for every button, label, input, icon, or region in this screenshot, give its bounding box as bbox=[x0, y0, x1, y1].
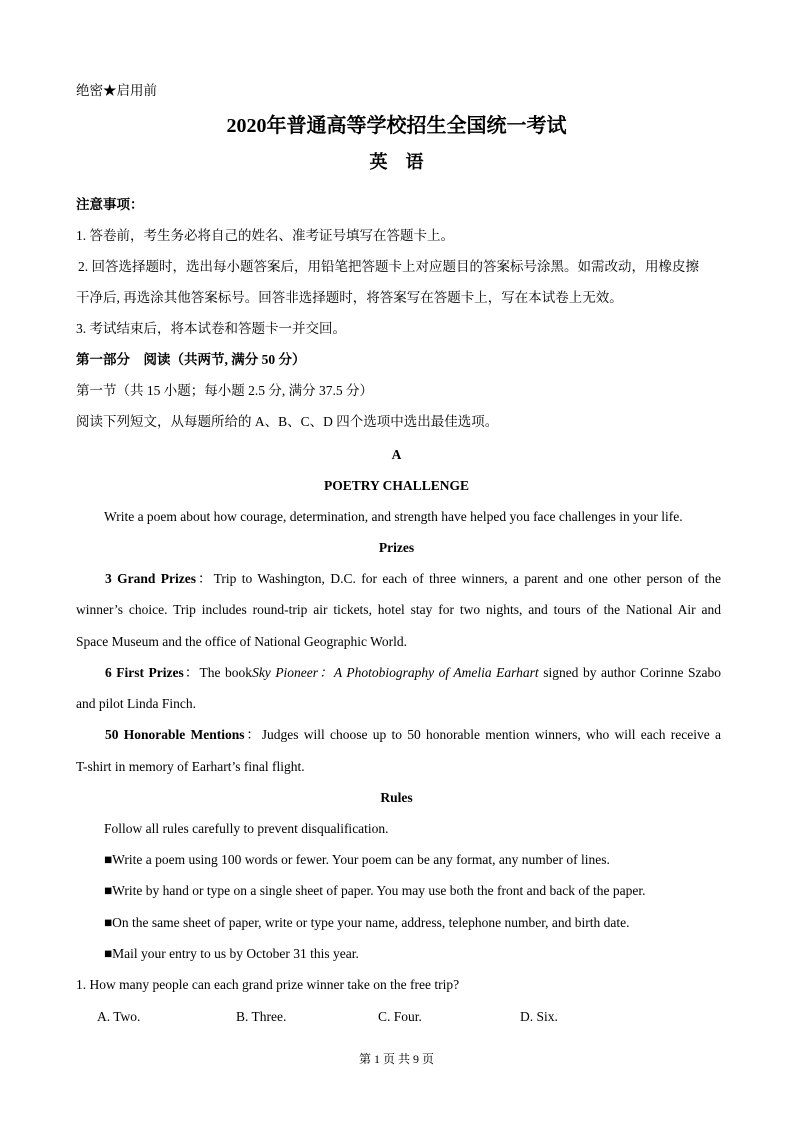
rule-item: ■Mail your entry to us by October 31 this year. bbox=[104, 946, 359, 961]
honorable-label: 50 Honorable Mentions bbox=[105, 727, 245, 742]
question-1-stem: 1. How many people can each grand prize winner take on the free trip? bbox=[76, 977, 460, 992]
prizes-heading: Prizes bbox=[378, 540, 415, 555]
passage-letter: A bbox=[391, 447, 402, 462]
reading-instruction: 阅读下列短文，从每题所给的 A、B、C、D 四个选项中选出最佳选项。 bbox=[76, 414, 499, 429]
grand-prize-label: 3 Grand Prizes bbox=[105, 571, 197, 586]
rules-heading: Rules bbox=[380, 790, 413, 805]
first-prize-post: signed by author Corinne Szabo bbox=[538, 665, 721, 680]
first-prize-line1 bbox=[105, 664, 721, 682]
option-c: C. Four. bbox=[378, 1009, 422, 1024]
option-b: B. Three. bbox=[236, 1009, 287, 1024]
grand-prize-line1 bbox=[105, 570, 721, 588]
note-1: 1. 答卷前，考生务必将自己的姓名、准考证号填写在答题卡上。 bbox=[76, 228, 454, 243]
book-title: Sky Pioneer：A Photobiography of Amelia Earhart bbox=[252, 665, 539, 680]
first-prize-label: 6 First Prizes bbox=[105, 665, 184, 680]
grand-prize-text: ：Trip to Washington, D.C. for each of three winners, a parent and one other person of the bbox=[196, 571, 721, 586]
note-2b: 干净后, 再选涂其他答案标号。回答非选择题时，将答案写在答题卡上，写在本试卷上无效。 bbox=[76, 290, 623, 305]
first-prize-line2: and pilot Linda Finch. bbox=[76, 696, 196, 711]
secret-label: 绝密★启用前 bbox=[76, 83, 157, 98]
grand-prize-line2: winner’s choice. Trip includes round-trip air tickets, hotel stay for two nights, and tours of the National Air and bbox=[76, 602, 721, 617]
exam-title: 2020年普通高等学校招生全国统一考试 bbox=[226, 115, 567, 137]
note-3: 3. 考试结束后，将本试卷和答题卡一并交回。 bbox=[76, 321, 346, 336]
passage-title: POETRY CHALLENGE bbox=[324, 478, 469, 493]
notes-heading: 注意事项： bbox=[76, 197, 144, 212]
option-d: D. Six. bbox=[520, 1009, 558, 1024]
page-footer: 第 1 页 共 9 页 bbox=[358, 1052, 434, 1066]
part1-heading: 第一部分 阅读（共两节, 满分 50 分） bbox=[76, 352, 306, 367]
first-prize-pre: ：The book bbox=[183, 665, 253, 680]
honorable-line1 bbox=[105, 726, 721, 744]
honorable-line2: T-shirt in memory of Earhart’s final flight. bbox=[76, 759, 305, 774]
rules-intro: Follow all rules carefully to prevent disqualification. bbox=[104, 821, 389, 836]
passage-intro: Write a poem about how courage, determination, and strength have helped you face challenges in your life. bbox=[104, 509, 683, 524]
subject-title: 英 语 bbox=[369, 152, 424, 172]
rule-item: ■Write a poem using 100 words or fewer. Your poem can be any format, any number of lines. bbox=[104, 852, 610, 867]
rule-item: ■Write by hand or type on a single sheet of paper. You may use both the front and back of the paper. bbox=[104, 883, 646, 898]
rule-item: ■On the same sheet of paper, write or type your name, address, telephone number, and birth date. bbox=[104, 915, 630, 930]
option-a: A. Two. bbox=[97, 1009, 141, 1024]
honorable-text: ：Judges will choose up to 50 honorable mention winners, who will each receive a bbox=[244, 727, 721, 742]
note-2a: 2. 回答选择题时，选出每小题答案后，用铅笔把答题卡上对应题目的答案标号涂黑。如需改动，用橡皮擦 bbox=[78, 259, 699, 274]
grand-prize-line3: Space Museum and the office of National Geographic World. bbox=[76, 634, 407, 649]
section1-info: 第一节（共 15 小题；每小题 2.5 分, 满分 37.5 分） bbox=[76, 383, 373, 398]
